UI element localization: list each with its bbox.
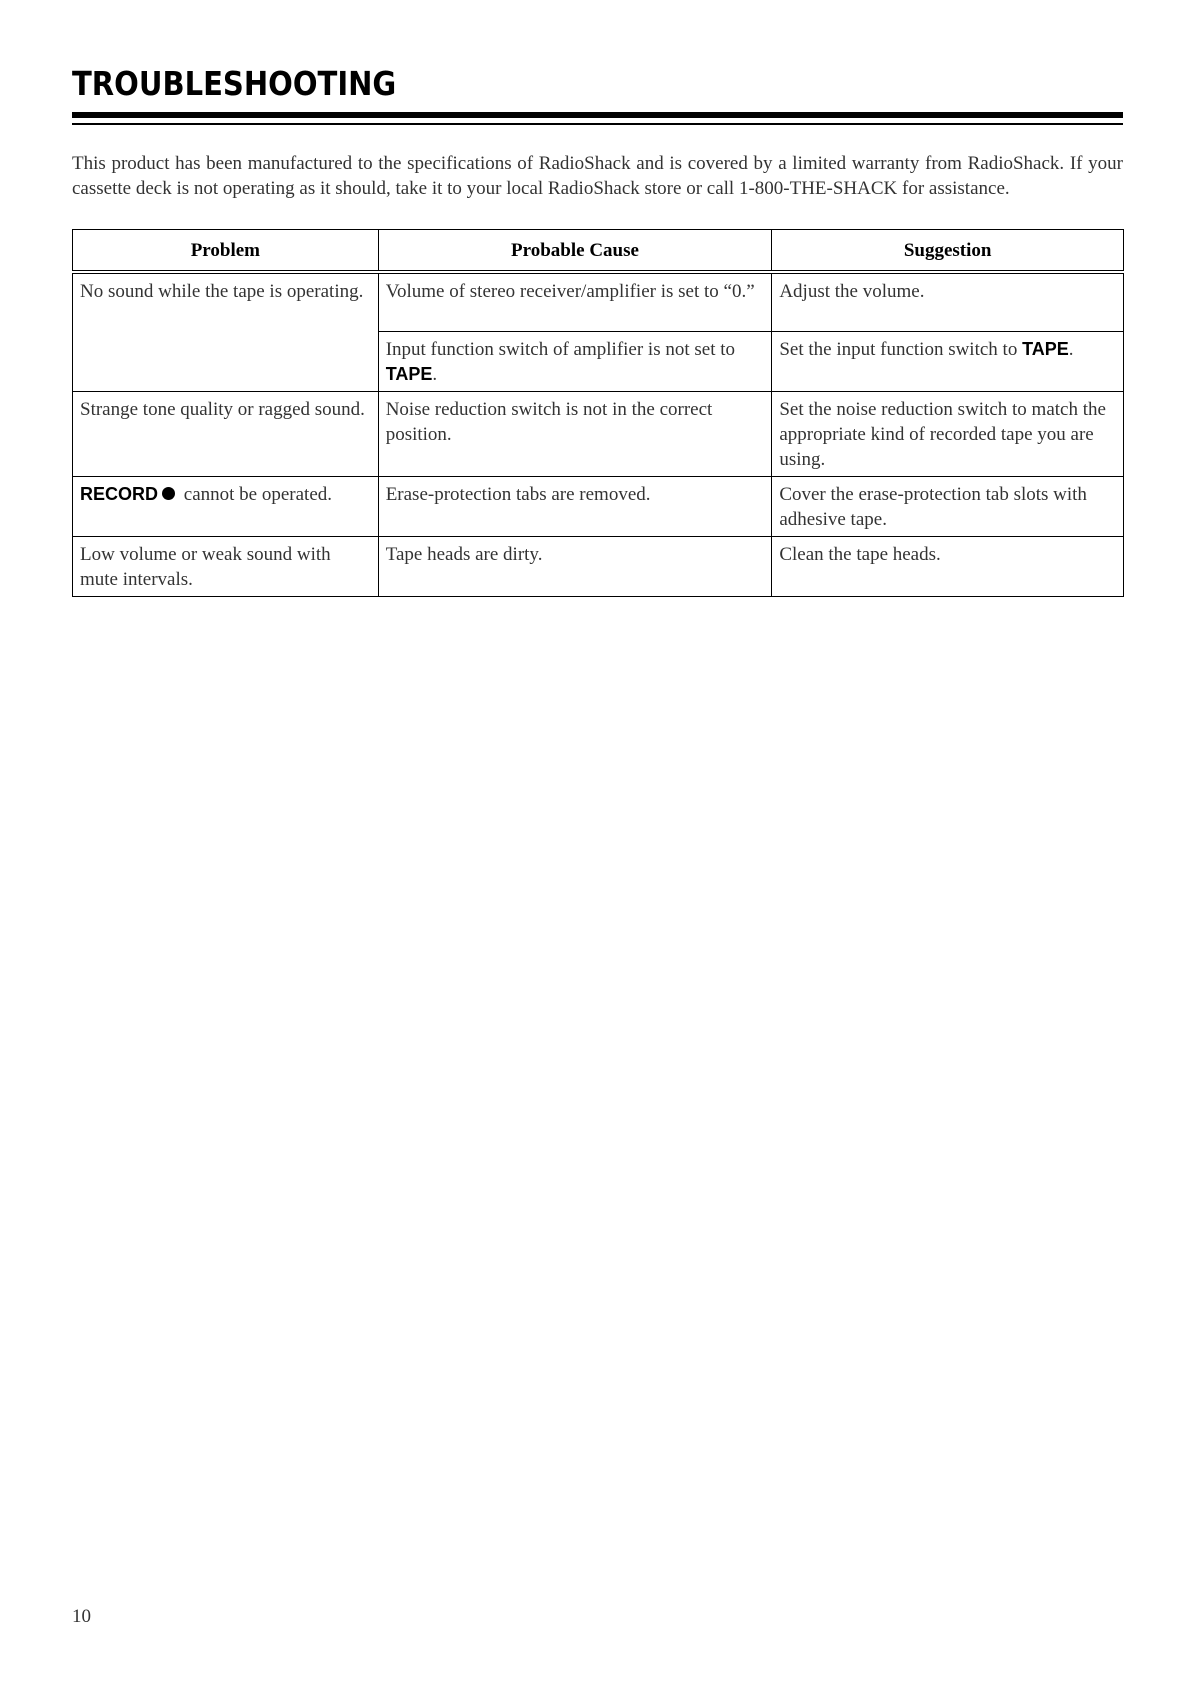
record-dot-icon (162, 487, 175, 500)
header-suggestion: Suggestion (772, 230, 1124, 273)
suggestion-cell (772, 332, 1124, 392)
cause-cell: Volume of stereo receiver/amplifier is set to “0.” (378, 272, 772, 332)
cause-cell: Tape heads are dirty. (378, 537, 772, 597)
header-probable-cause: Probable Cause (378, 230, 772, 273)
suggestion-cell: Clean the tape heads. (772, 537, 1124, 597)
table-header-row (73, 230, 1124, 273)
page-number: 10 (72, 1606, 91, 1627)
suggestion-cell: Adjust the volume. (772, 272, 1124, 332)
tape-key-label: TAPE (1022, 339, 1069, 359)
suggestion-cell: Cover the erase-protection tab slots with adhesive tape. (772, 477, 1124, 537)
cause-text: Input function switch of amplifier is not set to (385, 339, 736, 360)
troubleshooting-table (72, 229, 1124, 597)
problem-cell: No sound while the tape is operating. (73, 272, 379, 392)
problem-cell: Strange tone quality or ragged sound. (73, 392, 379, 477)
problem-text: cannot be operated. (183, 484, 332, 505)
table-row (73, 272, 1124, 332)
table-row (73, 392, 1124, 477)
title-rule-thick (72, 112, 1123, 118)
intro-paragraph: This product has been manufactured to the specifications of RadioShack and is covered by a limited warranty from RadioShack. If your cassette deck is not operating as it should, take it to your local RadioShack store or call 1-800-THE-SHACK for assistance. (72, 153, 1123, 199)
record-key-label: RECORD (80, 484, 159, 504)
cause-cell (378, 332, 772, 392)
suggestion-text: Set the input function switch to (779, 339, 1018, 360)
table-row (73, 537, 1124, 597)
title-rule-thin (72, 123, 1123, 125)
page-title: TROUBLESHOOTING (72, 64, 397, 103)
suggestion-suffix: . (1068, 339, 1074, 360)
header-problem: Problem (73, 230, 379, 273)
tape-key-label: TAPE (385, 364, 433, 384)
problem-cell (73, 477, 379, 537)
suggestion-cell: Set the noise reduction switch to match the appropriate kind of recorded tape you are using. (772, 392, 1124, 477)
table-row (73, 477, 1124, 537)
cause-cell: Erase-protection tabs are removed. (378, 477, 772, 537)
cause-cell: Noise reduction switch is not in the correct position. (378, 392, 772, 477)
cause-suffix: . (432, 364, 438, 385)
problem-cell: Low volume or weak sound with mute intervals. (73, 537, 379, 597)
